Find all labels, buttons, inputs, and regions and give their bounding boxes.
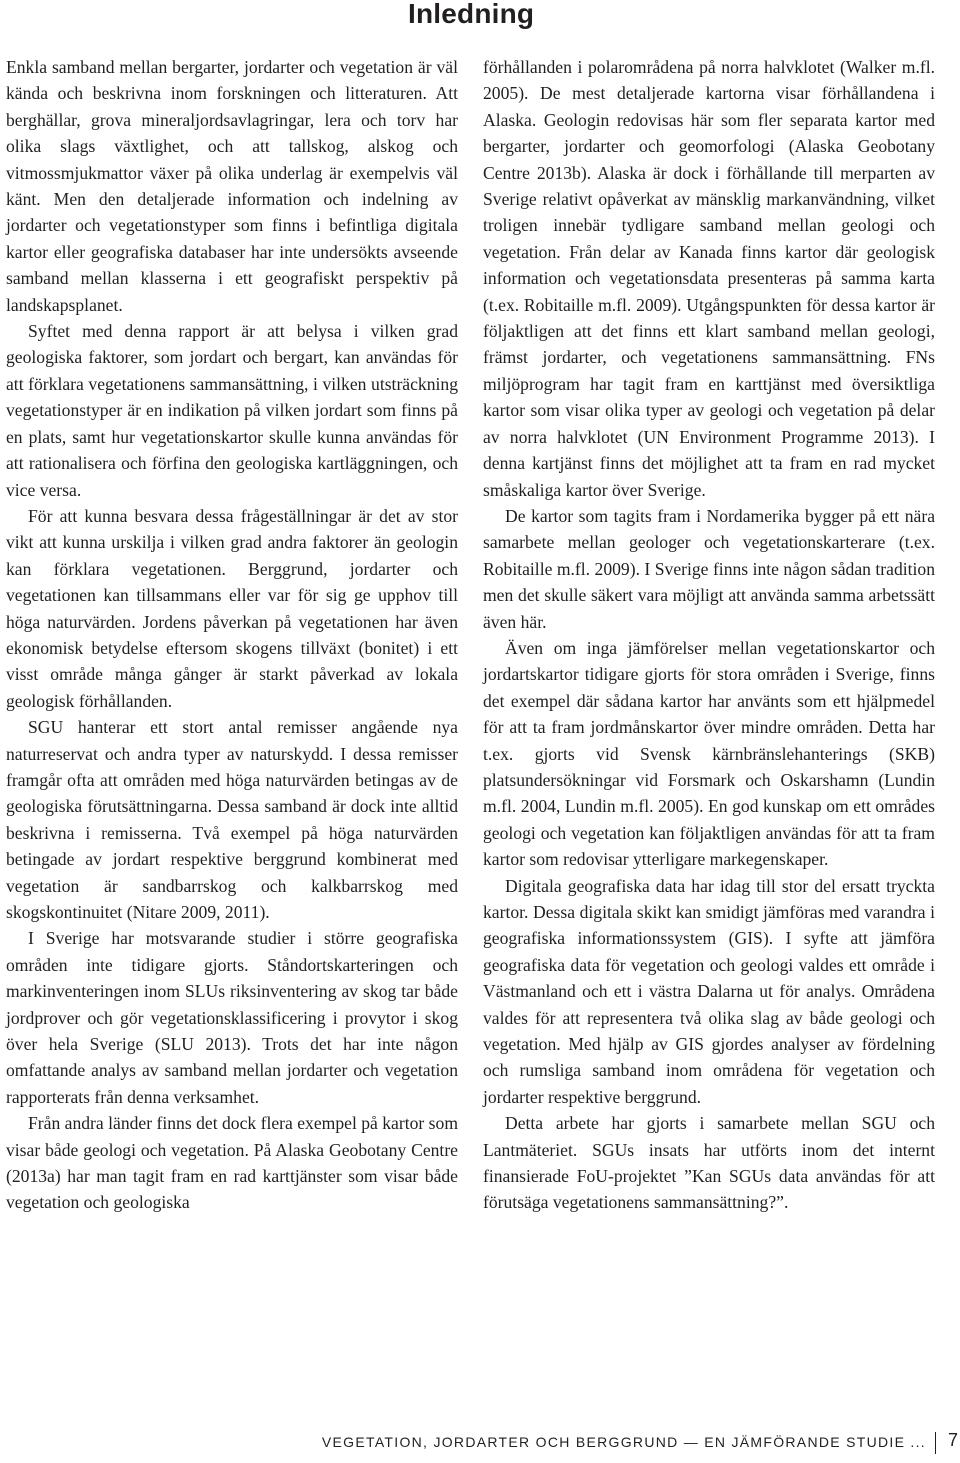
page-heading: Inledning: [408, 0, 535, 29]
paragraph: Enkla samband mellan bergarter, jordarter och vegetation är väl kända och beskrivna inom forskningen och litteraturen. Att berghällar, grova mineraljordsavlagringar, lera och torv har olika slags växtlighet, och att tallskog, alskog och vitmossmjukmattor växer på olika underlag är exempelvis väl känt. Men den detaljerade information och indelning av jordarter och vegetationstyper som finns i befintliga digitala kartor eller geografiska databaser har inte undersökts avseende samband mellan klasserna i ett geografiskt perspektiv på landskapsplanet.: [6, 57, 458, 315]
right-column: [483, 54, 935, 1216]
running-title: VEGETATION, JORDARTER OCH BERGGRUND — EN JÄMFÖRANDE STUDIE ...: [321, 1434, 926, 1450]
paragraph: förhållanden i polarområdena på norra halvklotet (Walker m.fl. 2005). De mest detaljerade kartorna visar förhållandena i Alaska. Geologin redovisas här som fler separata kartor med bergarter, jordarter och geomorfologi (Alaska Geobotany Centre 2013b). Alaska är dock i förhållande till merparten av Sverige relativt opåverkat av mänsklig markanvändning, vilket troligen innebär tydligare samband mellan geologi och vegetation. Från delar av Kanada finns kartor där geologisk information och vegetationsdata presenteras på samma karta (t.ex. Robitaille m.fl. 2009). Utgångspunkten för dessa kartor är följaktligen att det finns ett klart samband mellan geologi, främst jordarter, och vegetationens sammansättning. FNs miljöprogram har tagit fram en karttjänst med översiktliga kartor som visar olika typer av geologi och vegetation på delar av norra halvklotet (UN Environment Programme 2013). I denna kartjänst finns det möjlighet att ta fram en rad mycket småskaliga kartor över Sverige.: [483, 57, 935, 500]
footer-divider: [935, 1432, 936, 1454]
page-number: 7: [947, 1430, 958, 1450]
paragraph: I Sverige har motsvarande studier i större geografiska områden inte tidigare gjorts. Ståndortskarteringen och markinventeringen inom SLUs riksinventering av skog tar både jordprover och gör vegetationsklassificering i provytor i skog över hela Sverige (SLU 2013). Trots det har inte någon omfattande analys av samband mellan jordarter och vegetation rapporterats från denna verksamhet.: [6, 928, 458, 1107]
page-footer: [0, 1430, 960, 1454]
paragraph: Detta arbete har gjorts i samarbete mellan SGU och Lantmäteriet. SGUs insats har utförts inom det internt finansierade FoU-projektet ”Kan SGUs data användas för att förutsäga vegetationens sammansättning?”.: [483, 1113, 935, 1213]
paragraph: De kartor som tagits fram i Nordamerika bygger på ett nära samarbete mellan geologer och vegetationskarterare (t.ex. Robitaille m.fl. 2009). I Sverige finns inte någon sådan tradition men det skulle säkert vara möjligt att använda samma arbetssätt även här.: [483, 505, 935, 632]
paragraph: Syftet med denna rapport är att belysa i vilken grad geologiska faktorer, som jordart och bergart, kan användas för att förklara vegetationens sammansättning, i vilken utsträckning vegetationstyper är en indikation på vilken jordart som finns på en plats, samt hur vegetationskartor skulle kunna användas för att rationalisera och förfina den geologiska kartläggningen, och vice versa.: [6, 321, 458, 500]
paragraph: Digitala geografiska data har idag till stor del ersatt tryckta kartor. Dessa digitala skikt kan smidigt jämföras med varandra i geografiska informationssystem (GIS). I syfte att jämföra geografiska data för vegetation och geologi valdes ett område i Västmanland och ett i västra Dalarna ut för analys. Områdena valdes för att representera två olika slag av både geologi och vegetation. Med hjälp av GIS gjordes analyser av fördelning och rumsliga samband inom områdena för vegetation och jordarter respektive berggrund.: [483, 875, 935, 1107]
paragraph: SGU hanterar ett stort antal remisser angående nya naturreservat och andra typer av naturskydd. I dessa remisser framgår ofta att områden med höga naturvärden betingas av de geologiska förutsättningarna. Dessa samband är dock inte alltid beskrivna i remisserna. Två exempel på höga naturvärden betingade av jordart respektive berggrund kombinerat med vegetation är sandbarrskog och kalkbarrskog med skogskontinuitet (Nitare 2009, 2011).: [6, 717, 458, 922]
paragraph: Även om inga jämförelser mellan vegetationskartor och jordartskartor tidigare gjorts för stora områden i Sverige, finns det exempel där sådana kartor har använts som ett hjälpmedel för att ta fram jordmånskartor över mindre områden. Detta har t.ex. gjorts vid Svensk kärnbränslehanterings (SKB) platsundersökningar vid Forsmark och Oskarshamn (Lundin m.fl. 2004, Lundin m.fl. 2005). En god kunskap om ett områdes geologi och vegetation kan följaktligen användas för att ta fram kartor som redovisar ytterligare markegenskaper.: [483, 637, 935, 870]
left-column: [6, 54, 458, 1216]
paragraph: Från andra länder finns det dock flera exempel på kartor som visar både geologi och vegetation. På Alaska Geobotany Centre (2013a) har man tagit fram en rad karttjänster som visar både vegetation och geologiska: [6, 1113, 458, 1213]
paragraph: För att kunna besvara dessa frågeställningar är det av stor vikt att kunna urskilja i vilken grad andra faktorer än geologin kan förklara vegetationen. Berggrund, jordarter och vegetationen kan tillsammans eller var för sig ge upphov till höga naturvärden. Jordens påverkan på vegetationen har även ekonomisk betydelse eftersom skogens tillväxt (bonitet) i ett visst område många gånger är starkt påverkad av lokala geologisk förhållanden.: [6, 505, 458, 711]
